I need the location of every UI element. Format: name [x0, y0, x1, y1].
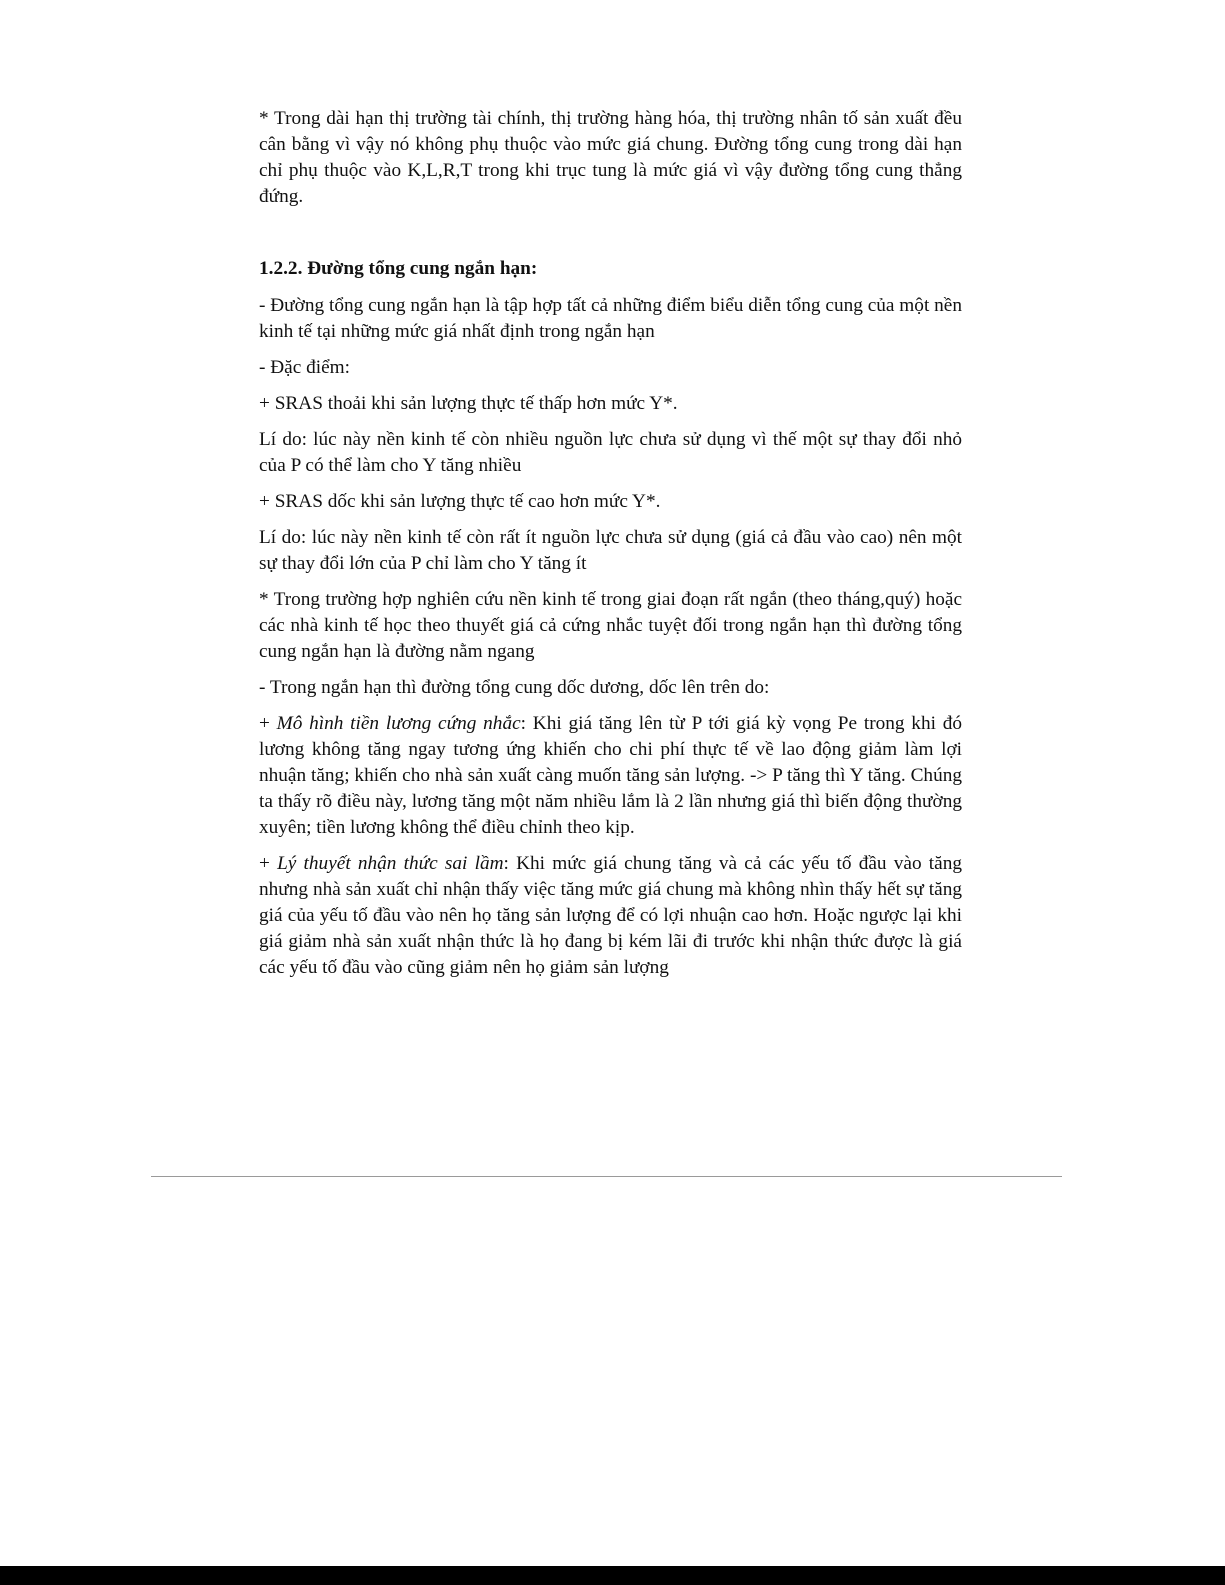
upward-slope-paragraph: - Trong ngắn hạn thì đường tổng cung dốc dương, dốc lên trên do: [259, 677, 770, 698]
section-heading: 1.2.2. Đường tổng cung ngắn hạn: [259, 258, 538, 279]
sras-flat-reason: Lí do: lúc này nền kinh tế còn nhiều nguồn lực chưa sử dụng vì thế một sự thay đổi nhỏ của P có thể làm cho Y tăng nhiều [259, 429, 962, 476]
horizontal-case-paragraph: * Trong trường hợp nghiên cứu nền kinh tế trong giai đoạn rất ngắn (theo tháng,quý) hoặc các nhà kinh tế học theo thuyết giá cả cứng nhắc tuyệt đối trong ngắn hạn thì đường tổng cung ngắn hạn là đường nằm ngang [259, 589, 962, 662]
sticky-wage-prefix: + [259, 713, 277, 734]
misperception-paragraph [259, 851, 962, 981]
bottom-edge-bar [0, 1566, 1225, 1585]
misperception-prefix: + [259, 853, 278, 874]
misperception-title: Lý thuyết nhận thức sai lầm [277, 853, 504, 874]
misperception-text: : Khi mức giá chung tăng và cả các yếu tố đầu vào tăng nhưng nhà sản xuất chỉ nhận thấy việc tăng mức giá chung mà không nhìn thấy hết sự tăng giá của yếu tố đầu vào nên họ tăng sản lượng để có lợi nhuận cao hơn. Hoặc ngược lại khi giá giảm nhà sản xuất nhận thức là họ đang bị kém lãi đi trước khi nhận thức được là giá các yếu tố đầu vào cũng giảm nên họ giảm sản lượng [259, 853, 962, 978]
sticky-wage-paragraph [259, 711, 962, 841]
definition-paragraph: - Đường tổng cung ngắn hạn là tập hợp tất cả những điểm biểu diễn tổng cung của một nền kinh tế tại những mức giá nhất định trong ngắn hạn [259, 295, 962, 342]
sras-steep-paragraph: + SRAS dốc khi sản lượng thực tế cao hơn mức Y*. [259, 491, 661, 512]
sticky-wage-text: : Khi giá tăng lên từ P tới giá kỳ vọng Pe trong khi đó lương không tăng ngay tương ứng khiến cho chi phí thực tế về lao động giảm làm lợi nhuận tăng; khiến cho nhà sản xuất càng muốn tăng sản lượng. -> P tăng thì Y tăng. Chúng ta thấy rõ điều này, lương tăng một năm nhiều lắm là 2 lần nhưng giá thì biến động thường xuyên; tiền lương không thể điều chỉnh theo kịp. [259, 713, 962, 838]
intro-paragraph: * Trong dài hạn thị trường tài chính, thị trường hàng hóa, thị trường nhân tố sản xuất đều cân bằng vì vậy nó không phụ thuộc vào mức giá chung. Đường tổng cung trong dài hạn chỉ phụ thuộc vào K,L,R,T trong khi trục tung là mức giá vì vậy đường tổng cung thẳng đứng. [259, 108, 962, 207]
characteristics-label: - Đặc điểm: [259, 357, 351, 378]
document-body [259, 106, 962, 991]
sras-steep-reason: Lí do: lúc này nền kinh tế còn rất ít nguồn lực chưa sử dụng (giá cả đầu vào cao) nên một sự thay đổi lớn của P chỉ làm cho Y tăng ít [259, 527, 962, 574]
sras-flat-paragraph: + SRAS thoải khi sản lượng thực tế thấp hơn mức Y*. [259, 393, 678, 414]
sticky-wage-title: Mô hình tiền lương cứng nhắc [276, 713, 521, 734]
page-divider [151, 1176, 1062, 1177]
